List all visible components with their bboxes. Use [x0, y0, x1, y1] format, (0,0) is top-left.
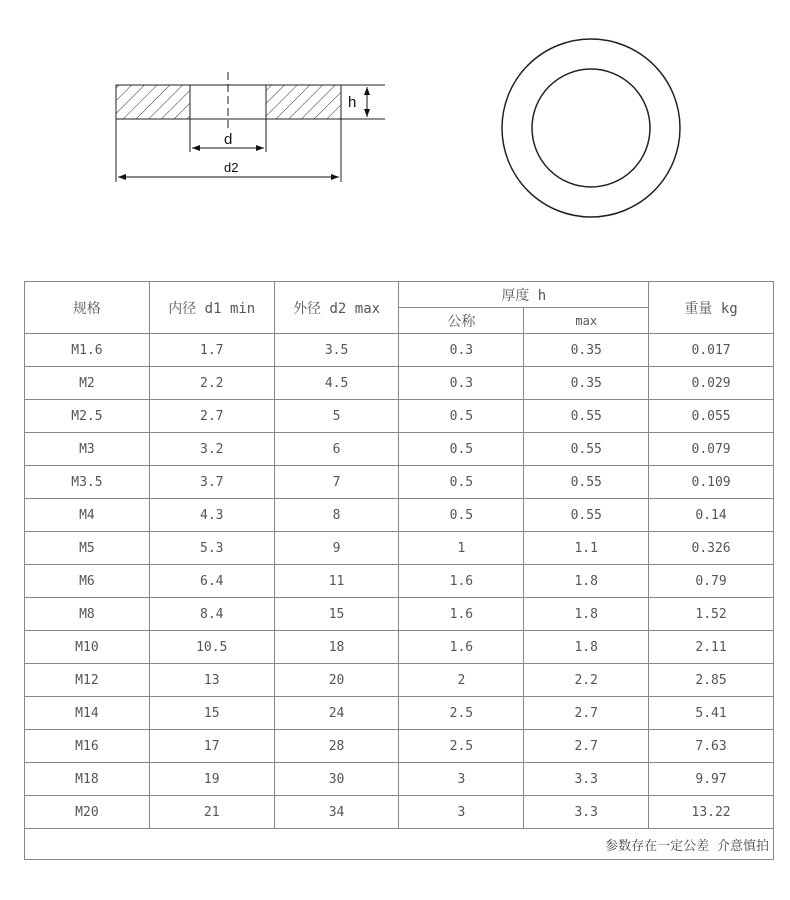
cell-weight: 13.22 — [649, 796, 774, 829]
cell-thickness-max: 1.8 — [524, 565, 649, 598]
cell-thickness-max: 0.55 — [524, 499, 649, 532]
cell-inner-diameter: 2.2 — [149, 367, 274, 400]
cell-weight: 0.326 — [649, 532, 774, 565]
table-row — [25, 664, 774, 697]
cell-spec: M1.6 — [25, 334, 150, 367]
cell-inner-diameter: 5.3 — [149, 532, 274, 565]
cell-thickness-max: 0.35 — [524, 334, 649, 367]
cell-outer-diameter: 6 — [274, 433, 399, 466]
table-row — [25, 334, 774, 367]
cell-spec: M4 — [25, 499, 150, 532]
cell-thickness-nominal: 1.6 — [399, 631, 524, 664]
cell-outer-diameter: 5 — [274, 400, 399, 433]
cell-thickness-max: 2.7 — [524, 697, 649, 730]
cell-thickness-nominal: 1.6 — [399, 598, 524, 631]
cell-outer-diameter: 30 — [274, 763, 399, 796]
table-row — [25, 466, 774, 499]
cell-weight: 0.079 — [649, 433, 774, 466]
cell-inner-diameter: 6.4 — [149, 565, 274, 598]
cell-inner-diameter: 8.4 — [149, 598, 274, 631]
header-nominal: 公称 — [399, 308, 524, 334]
cell-outer-diameter: 24 — [274, 697, 399, 730]
cell-thickness-nominal: 2.5 — [399, 730, 524, 763]
cell-weight: 7.63 — [649, 730, 774, 763]
cell-thickness-max: 0.55 — [524, 400, 649, 433]
table-row — [25, 499, 774, 532]
cell-spec: M2.5 — [25, 400, 150, 433]
cell-thickness-max: 2.7 — [524, 730, 649, 763]
cell-thickness-nominal: 1 — [399, 532, 524, 565]
cell-inner-diameter: 3.2 — [149, 433, 274, 466]
cell-thickness-nominal: 1.6 — [399, 565, 524, 598]
cell-outer-diameter: 18 — [274, 631, 399, 664]
cell-spec: M2 — [25, 367, 150, 400]
cell-weight: 9.97 — [649, 763, 774, 796]
cell-outer-diameter: 28 — [274, 730, 399, 763]
d2-label: d2 — [224, 160, 239, 175]
cell-inner-diameter: 17 — [149, 730, 274, 763]
cell-weight: 0.79 — [649, 565, 774, 598]
table-row — [25, 433, 774, 466]
cell-thickness-max: 0.55 — [524, 466, 649, 499]
table-row — [25, 796, 774, 829]
cell-thickness-max: 0.55 — [524, 433, 649, 466]
table-row — [25, 598, 774, 631]
table-row — [25, 400, 774, 433]
cell-outer-diameter: 3.5 — [274, 334, 399, 367]
cell-spec: M3 — [25, 433, 150, 466]
header-inner-diameter: 内径 d1 min — [149, 282, 274, 334]
cell-spec: M16 — [25, 730, 150, 763]
cell-thickness-nominal: 0.5 — [399, 466, 524, 499]
footer-note: 参数存在一定公差 介意慎拍 — [25, 829, 774, 860]
cell-weight: 0.14 — [649, 499, 774, 532]
table-row — [25, 697, 774, 730]
cell-inner-diameter: 21 — [149, 796, 274, 829]
cell-thickness-max: 1.8 — [524, 631, 649, 664]
cell-weight: 0.055 — [649, 400, 774, 433]
table-row — [25, 367, 774, 400]
cell-inner-diameter: 3.7 — [149, 466, 274, 499]
cell-inner-diameter: 2.7 — [149, 400, 274, 433]
cell-spec: M3.5 — [25, 466, 150, 499]
washer-top-view — [502, 39, 680, 217]
header-max: max — [524, 308, 649, 334]
cell-thickness-max: 3.3 — [524, 763, 649, 796]
cell-inner-diameter: 10.5 — [149, 631, 274, 664]
table-row — [25, 730, 774, 763]
cell-inner-diameter: 1.7 — [149, 334, 274, 367]
cell-inner-diameter: 13 — [149, 664, 274, 697]
table-row — [25, 532, 774, 565]
cell-thickness-nominal: 2 — [399, 664, 524, 697]
cell-outer-diameter: 7 — [274, 466, 399, 499]
cell-spec: M5 — [25, 532, 150, 565]
cell-weight: 0.017 — [649, 334, 774, 367]
header-outer-diameter: 外径 d2 max — [274, 282, 399, 334]
cell-spec: M8 — [25, 598, 150, 631]
cell-weight: 1.52 — [649, 598, 774, 631]
cell-outer-diameter: 15 — [274, 598, 399, 631]
cell-spec: M10 — [25, 631, 150, 664]
cell-thickness-max: 3.3 — [524, 796, 649, 829]
cell-outer-diameter: 4.5 — [274, 367, 399, 400]
cell-outer-diameter: 8 — [274, 499, 399, 532]
table-row — [25, 565, 774, 598]
cell-thickness-max: 0.35 — [524, 367, 649, 400]
header-spec: 规格 — [25, 282, 150, 334]
d-label: d — [224, 131, 233, 148]
cell-weight: 2.11 — [649, 631, 774, 664]
cell-thickness-nominal: 0.5 — [399, 433, 524, 466]
cell-thickness-nominal: 3 — [399, 796, 524, 829]
cell-outer-diameter: 9 — [274, 532, 399, 565]
cell-thickness-nominal: 2.5 — [399, 697, 524, 730]
table-row — [25, 631, 774, 664]
washer-section-view — [116, 72, 385, 182]
cell-thickness-max: 1.8 — [524, 598, 649, 631]
h-label: h — [348, 94, 357, 111]
cell-inner-diameter: 19 — [149, 763, 274, 796]
header-thickness: 厚度 h — [399, 282, 649, 308]
cell-thickness-nominal: 0.3 — [399, 334, 524, 367]
cell-spec: M20 — [25, 796, 150, 829]
washer-drawing — [0, 0, 790, 270]
cell-spec: M18 — [25, 763, 150, 796]
cell-outer-diameter: 20 — [274, 664, 399, 697]
cell-thickness-nominal: 3 — [399, 763, 524, 796]
cell-weight: 0.109 — [649, 466, 774, 499]
cell-weight: 0.029 — [649, 367, 774, 400]
cell-thickness-nominal: 0.5 — [399, 499, 524, 532]
cell-inner-diameter: 4.3 — [149, 499, 274, 532]
header-weight: 重量 kg — [649, 282, 774, 334]
spec-table — [24, 281, 774, 860]
cell-thickness-max: 2.2 — [524, 664, 649, 697]
cell-thickness-nominal: 0.3 — [399, 367, 524, 400]
cell-weight: 5.41 — [649, 697, 774, 730]
table-row — [25, 763, 774, 796]
cell-spec: M14 — [25, 697, 150, 730]
cell-inner-diameter: 15 — [149, 697, 274, 730]
cell-spec: M12 — [25, 664, 150, 697]
cell-spec: M6 — [25, 565, 150, 598]
cell-outer-diameter: 11 — [274, 565, 399, 598]
cell-weight: 2.85 — [649, 664, 774, 697]
cell-thickness-max: 1.1 — [524, 532, 649, 565]
cell-thickness-nominal: 0.5 — [399, 400, 524, 433]
cell-outer-diameter: 34 — [274, 796, 399, 829]
